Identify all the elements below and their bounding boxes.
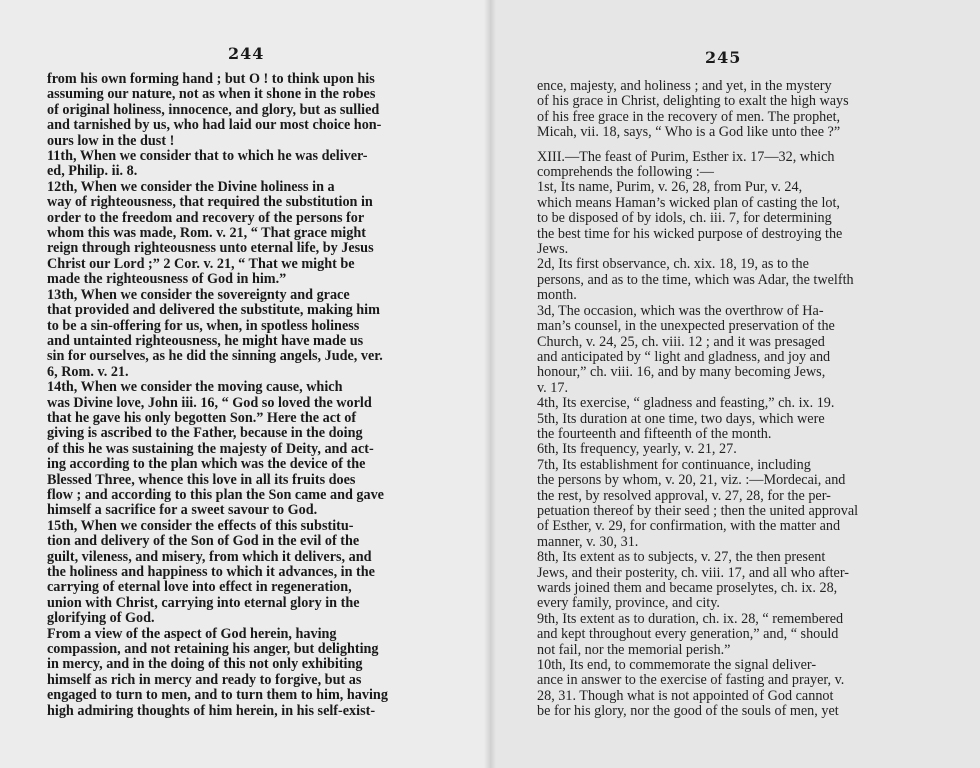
text-line: way of righteousness, that required the substitution in <box>47 195 373 211</box>
text-line: and untainted righteousness, he might have made us <box>47 333 364 349</box>
text-line: not fail, nor the memorial perish.” <box>537 642 731 658</box>
text-line: 6th, Its frequency, yearly, v. 21, 27. <box>537 442 737 458</box>
text-line: of this he was sustaining the majesty of Deity, and act- <box>47 441 374 457</box>
text-line: of his grace in Christ, delighting to exalt the high ways <box>537 94 849 110</box>
text-line: ing according to the plan which was the device of the <box>47 457 366 473</box>
text-line: man’s counsel, in the unexpected preservation of the <box>537 319 835 335</box>
text-line: the fourteenth and fifteenth of the month. <box>537 426 772 442</box>
text-line: himself as rich in mercy and ready to forgive, but as <box>47 672 362 688</box>
page-number: 244 <box>228 44 265 63</box>
text-line: and anticipated by “ light and gladness, and joy and <box>537 349 831 365</box>
text-line: honour,” ch. viii. 16, and by many becoming Jews, <box>537 365 826 381</box>
text-line: Jews, and their posterity, ch. viii. 17, and all who after- <box>537 565 850 581</box>
text-line: from his own forming hand ; but O ! to think upon his <box>47 72 375 87</box>
text-line: order to the freedom and recovery of the persons for <box>47 210 365 226</box>
text-line: XIII.—The feast of Purim, Esther ix. 17—32, which <box>537 149 835 165</box>
text-line: that provided and delivered the substitute, making him <box>47 303 380 319</box>
text-line: glorifying of God. <box>47 611 155 627</box>
book-gutter <box>484 0 496 768</box>
text-line: to be a sin-offering for us, when, in spotless holiness <box>47 318 360 334</box>
text-line: reign through righteousness unto eternal life, by Jesus <box>47 241 374 257</box>
text-line: engaged to turn to men, and to turn them to him, having <box>47 688 388 704</box>
text-line: 9th, Its extent as to duration, ch. ix. 28, “ remembered <box>537 611 844 627</box>
text-line: 5th, Its duration at one time, two days, which were <box>537 411 825 427</box>
text-line: 3d, The occasion, which was the overthrow of Ha- <box>537 303 824 319</box>
text-line: the persons by whom, v. 20, 21, viz. :—Mordecai, and <box>537 473 846 489</box>
text-line: comprehends the following :— <box>537 165 714 181</box>
text-line: tion and delivery of the Son of God in the evil of the <box>47 534 360 550</box>
text-line: From a view of the aspect of God herein, having <box>47 626 337 642</box>
text-line: manner, v. 30, 31. <box>537 534 639 550</box>
text-line: 6, Rom. v. 21. <box>47 364 129 380</box>
text-line: and tarnished by us, who had laid our most choice hon- <box>47 118 382 134</box>
text-line: sin for ourselves, as he did the sinning angels, Jude, ver. <box>47 349 383 365</box>
page-number: 245 <box>705 48 742 67</box>
text-line: 15th, When we consider the effects of this substitu- <box>47 518 354 534</box>
text-line: Micah, vii. 18, says, “ Who is a God like unto thee ?” <box>537 125 841 141</box>
text-line: was Divine love, John iii. 16, “ God so loved the world <box>47 395 372 411</box>
text-line: of original holiness, innocence, and glory, but as sullied <box>47 102 380 118</box>
text-line: 2d, Its first observance, ch. xix. 18, 19, as to the <box>537 257 809 273</box>
paragraph-gap <box>537 141 923 150</box>
text-line: ence, majesty, and holiness ; and yet, in the mystery <box>537 79 832 94</box>
text-line: ours low in the dust ! <box>47 133 175 149</box>
text-line: the rest, by resolved approval, v. 27, 28, for the per- <box>537 488 831 504</box>
text-line: 10th, Its end, to commemorate the signal deliver- <box>537 658 817 674</box>
text-line: carrying of eternal love into effect in regeneration, <box>47 580 352 596</box>
text-line: 13th, When we consider the sovereignty and grace <box>47 287 350 303</box>
text-line: Christ our Lord ;” 2 Cor. v. 21, “ That we might be <box>47 256 355 272</box>
text-line: assuming our nature, not as when it shone in the robes <box>47 87 376 103</box>
text-line: union with Christ, carrying into eternal glory in the <box>47 595 360 611</box>
text-line: 11th, When we consider that to which he was deliver- <box>47 149 368 165</box>
text-line: guilt, vileness, and misery, from which it delivers, and <box>47 549 372 565</box>
text-line: to be disposed of by idols, ch. iii. 7, for determining <box>537 211 832 227</box>
text-line: 7th, Its establishment for continuance, including <box>537 457 811 473</box>
text-line: in mercy, and in the doing of this not only exhibiting <box>47 657 363 673</box>
text-line: of his free grace in the recovery of men. The prophet, <box>537 109 841 125</box>
text-line: 1st, Its name, Purim, v. 26, 28, from Pur, v. 24, <box>537 180 803 196</box>
text-line: Jews. <box>537 242 569 258</box>
text-line: petuation thereof by their seed ; then the united approval <box>537 503 859 519</box>
text-line: Blessed Three, whence this love in all its fruits does <box>47 472 356 488</box>
text-line: of Esther, v. 29, for confirmation, with the matter and <box>537 519 841 535</box>
text-line: that he gave his only begotten Son.” Here the act of <box>47 410 357 426</box>
page-text <box>537 79 923 720</box>
text-line: and kept throughout every generation,” and, “ should <box>537 627 839 643</box>
text-line: the best time for his wicked purpose of destroying the <box>537 226 843 242</box>
page-text <box>47 72 445 719</box>
text-line: 4th, Its exercise, “ gladness and feasting,” ch. ix. 19. <box>537 396 835 412</box>
text-line: compassion, and not retaining his anger, but delighting <box>47 642 379 658</box>
text-line: which means Haman’s wicked plan of casting the lot, <box>537 195 840 211</box>
text-line: 28, 31. Though what is not appointed of God cannot <box>537 688 834 704</box>
text-line: Church, v. 24, 25, ch. viii. 12 ; and it was presaged <box>537 334 825 350</box>
text-line: whom this was made, Rom. v. 21, “ That grace might <box>47 226 366 242</box>
text-line: 12th, When we consider the Divine holiness in a <box>47 179 335 195</box>
text-line: made the righteousness of God in him.” <box>47 272 287 288</box>
text-line: month. <box>537 288 577 304</box>
text-line: wards joined them and became proselytes, ch. ix. 28, <box>537 581 838 596</box>
text-line: 14th, When we consider the moving cause, which <box>47 380 343 396</box>
text-line: v. 17. <box>537 380 568 396</box>
text-line: high admiring thoughts of him herein, in his self-exist- <box>47 703 376 719</box>
text-line: be for his glory, nor the good of the souls of men, yet <box>537 704 839 720</box>
right-page <box>490 0 980 768</box>
text-line: the holiness and happiness to which it advances, in the <box>47 565 375 580</box>
text-line: himself a sacrifice for a sweet savour to God. <box>47 503 318 519</box>
text-line: ance in answer to the exercise of fasting and prayer, v. <box>537 673 845 689</box>
text-line: 8th, Its extent as to subjects, v. 27, the then present <box>537 550 826 566</box>
text-line: giving is ascribed to the Father, because in the doing <box>47 426 363 442</box>
text-line: ed, Philip. ii. 8. <box>47 164 138 180</box>
text-line: flow ; and according to this plan the Son came and gave <box>47 487 384 503</box>
text-line: every family, province, and city. <box>537 596 720 612</box>
text-line: persons, and as to the time, which was Adar, the twelfth <box>537 272 854 288</box>
